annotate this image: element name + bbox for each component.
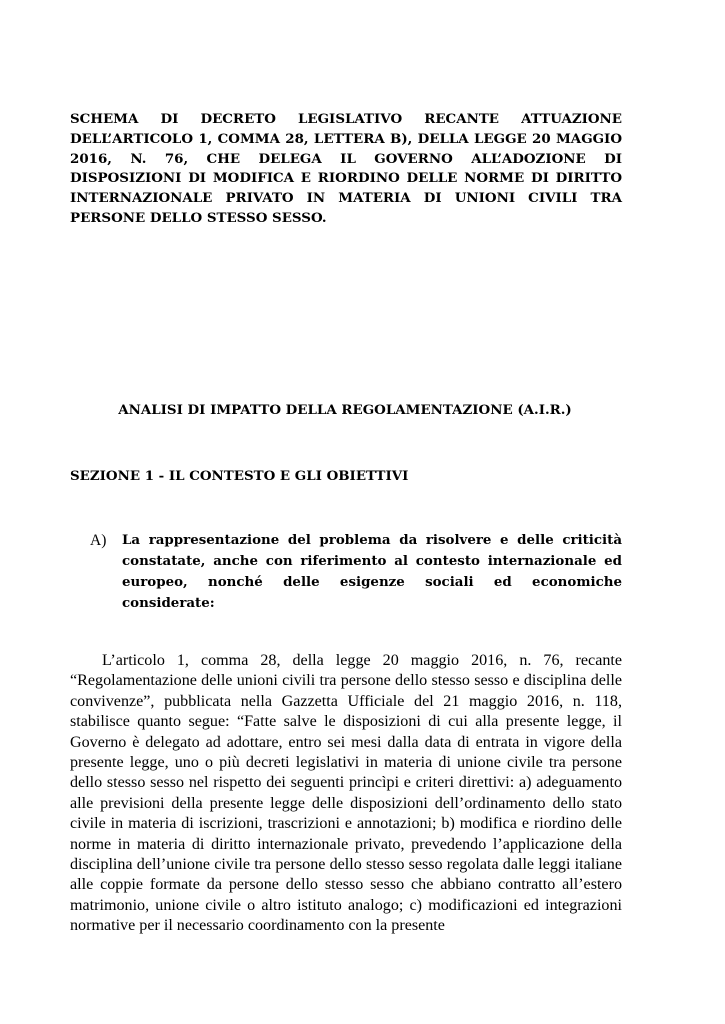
analysis-heading: ANALISI DI IMPATTO DELLA REGOLAMENTAZIONE (A.I.R.) xyxy=(118,402,572,418)
list-item-marker: A) xyxy=(90,532,107,549)
document-title: SCHEMA DI DECRETO LEGISLATIVO RECANTE ATTUAZIONE DELL’ARTICOLO 1, COMMA 28, LETTERA B), DELLA LEGGE 20 MAGGIO 2016, N. 76, CHE DELEGA IL GOVERNO ALL’ADOZIONE DI DISPOSIZIONI DI MODIFICA E RIORDINO DELLE NORME DI DIRITTO INTERNAZIONALE PRIVATO IN MATERIA DI UNIONI CIVILI TRA PERSONE DELLO STESSO SESSO. xyxy=(70,111,622,226)
section-heading: SEZIONE 1 - IL CONTESTO E GLI OBIETTIVI xyxy=(70,468,409,484)
list-item-a xyxy=(90,530,622,614)
list-item-text: La rappresentazione del problema da risolvere e delle criticità constatate, anche con riferimento al contesto internazionale ed europeo, nonché delle esigenze sociali ed economiche considerate: xyxy=(122,532,622,611)
body-paragraph: L’articolo 1, comma 28, della legge 20 maggio 2016, n. 76, recante “Regolamentazione delle unioni civili tra persone dello stesso sesso e disciplina delle convivenze”, pubblicata nella Gazzetta Ufficiale del 21 maggio 2016, n. 118, stabilisce quanto segue: “Fatte salve le disposizioni di cui alla presente legge, il Governo è delegato ad adottare, entro sei mesi dalla data di entrata in vigore della presente legge, uno o più decreti legislativi in materia di unione civile tra persone dello stesso sesso nel rispetto dei seguenti princìpi e criteri direttivi: a) adeguamento alle previsioni della presente legge delle disposizioni dell’ordinamento dello stato civile in materia di iscrizioni, trascrizioni e annotazioni; b) modifica e riordino delle norme in materia di diritto internazionale privato, prevedendo l’applicazione della disciplina dell’unione civile tra persone dello stesso sesso regolata dalle leggi italiane alle coppie formate da persone dello stesso sesso che abbiano contratto all’estero matrimonio, unione civile o altro istituto analogo; c) modificazioni ed integrazioni normative per il necessario coordinamento con la presente xyxy=(70,652,622,935)
